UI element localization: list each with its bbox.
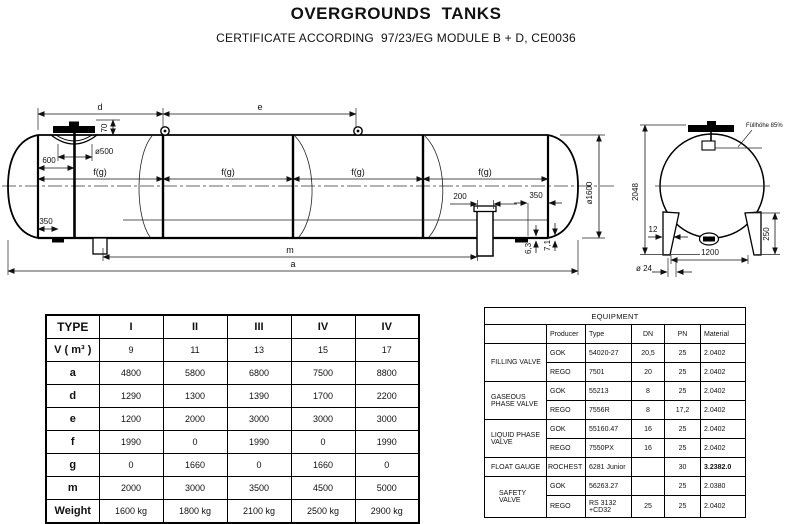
type-table bbox=[45, 314, 420, 524]
equipment-cell-pn: 25 bbox=[665, 496, 701, 518]
type-cell: 1200 bbox=[99, 408, 163, 431]
dim-e-label: e bbox=[257, 102, 263, 112]
dim-fg-label-1: f(g) bbox=[93, 167, 107, 177]
manhole-cover bbox=[53, 126, 95, 133]
type-row-label-m: m bbox=[46, 477, 99, 500]
type-cell: 2000 bbox=[163, 408, 227, 431]
equipment-cell-type: RS 3132 +CD32 bbox=[586, 496, 632, 518]
type-cell: 0 bbox=[99, 454, 163, 477]
end-manhole-cover bbox=[688, 125, 734, 132]
equipment-col-header-dn: DN bbox=[632, 325, 665, 344]
equipment-cell-pn: 25 bbox=[665, 420, 701, 439]
type-cell: 0 bbox=[355, 454, 419, 477]
equipment-cell-type: 7501 bbox=[586, 363, 632, 382]
equipment-col-header-material: Material bbox=[701, 325, 746, 344]
equipment-cell-type: 54020-27 bbox=[586, 344, 632, 363]
type-cell: 2100 kg bbox=[227, 500, 291, 524]
equipment-cell-producer: REGO bbox=[547, 363, 586, 382]
end-manhole-knob bbox=[707, 121, 716, 126]
lifting-lug-hole bbox=[164, 130, 167, 133]
end-leg-left bbox=[663, 212, 679, 255]
type-cell: 3000 bbox=[163, 477, 227, 500]
dim-spacing-label: 1200 bbox=[701, 248, 719, 257]
equipment-cell-producer: GOK bbox=[547, 420, 586, 439]
equipment-cell-dn: 16 bbox=[632, 439, 665, 458]
equipment-cell-pn: 25 bbox=[665, 382, 701, 401]
break-line bbox=[139, 136, 152, 237]
equipment-cell-dn: 8 bbox=[632, 382, 665, 401]
equipment-cell-type: 7556R bbox=[586, 401, 632, 420]
tank-left-head bbox=[8, 135, 38, 238]
equipment-cell-producer: REGO bbox=[547, 439, 586, 458]
dim-200-label: 200 bbox=[453, 192, 467, 201]
equipment-cell-pn: 17,2 bbox=[665, 401, 701, 420]
tank-side-view bbox=[2, 102, 614, 275]
equipment-group-filling-valve: FILLING VALVE bbox=[485, 344, 547, 382]
type-table-corner: TYPE bbox=[46, 315, 99, 339]
type-col-header-5: IV bbox=[355, 315, 419, 339]
type-cell: 4500 bbox=[291, 477, 355, 500]
type-col-header-2: II bbox=[163, 315, 227, 339]
dim-tank-dia-label: ø1600 bbox=[585, 181, 594, 205]
dim-clearance-label: 250 bbox=[762, 227, 771, 241]
type-cell: 1660 bbox=[163, 454, 227, 477]
type-cell: 1800 kg bbox=[163, 500, 227, 524]
dim-d-label: d bbox=[97, 102, 103, 112]
equipment-group-liquid-phase-valve: LIQUID PHASE VALVE bbox=[485, 420, 547, 458]
type-row-label-e: e bbox=[46, 408, 99, 431]
equipment-group-safety-valve: SAFETY VALVE bbox=[485, 477, 547, 518]
dim-70-label: 70 bbox=[100, 123, 109, 133]
equipment-cell-dn: 25 bbox=[632, 496, 665, 518]
break-line bbox=[295, 136, 312, 237]
dim-m-label: m bbox=[286, 245, 294, 255]
end-nozzle bbox=[702, 141, 715, 150]
dim-fg-label-2: f(g) bbox=[221, 167, 235, 177]
equipment-cell-producer: GOK bbox=[547, 477, 586, 496]
equipment-cell-pn: 25 bbox=[665, 477, 701, 496]
equipment-col-header-blank bbox=[485, 325, 547, 344]
dim-fg-label-4: f(g) bbox=[478, 167, 492, 177]
equipment-table bbox=[484, 307, 746, 518]
type-cell: 1990 bbox=[227, 431, 291, 454]
lifting-lug-hole bbox=[357, 130, 360, 133]
type-cell: 2500 kg bbox=[291, 500, 355, 524]
type-cell: 5800 bbox=[163, 362, 227, 385]
equipment-cell-producer: GOK bbox=[547, 382, 586, 401]
equipment-cell-material: 3.2382.0 bbox=[701, 458, 746, 477]
type-cell: 3000 bbox=[291, 408, 355, 431]
type-col-header-3: III bbox=[227, 315, 291, 339]
type-cell: 1300 bbox=[163, 385, 227, 408]
equipment-cell-dn: 20 bbox=[632, 363, 665, 382]
equipment-cell-producer: REGO bbox=[547, 401, 586, 420]
equipment-cell-material: 2.0402 bbox=[701, 439, 746, 458]
dim-71-label: 7,1 bbox=[543, 239, 552, 251]
equipment-cell-material: 2.0402 bbox=[701, 344, 746, 363]
equipment-cell-pn: 30 bbox=[665, 458, 701, 477]
equipment-cell-dn: 8 bbox=[632, 401, 665, 420]
dim-manhole-dia-label: ø500 bbox=[95, 147, 114, 156]
page-subtitle: CERTIFICATE ACCORDING 97/23/EG MODULE B + D, CE0036 bbox=[216, 31, 576, 45]
equipment-group-gaseous-phase-valve: GASEOUS PHASE VALVE bbox=[485, 382, 547, 420]
type-cell: 0 bbox=[291, 431, 355, 454]
end-leg-right bbox=[745, 212, 761, 255]
type-cell: 1390 bbox=[227, 385, 291, 408]
support-leg bbox=[93, 238, 107, 254]
type-cell: 9 bbox=[99, 339, 163, 362]
equipment-cell-type: 7550PX bbox=[586, 439, 632, 458]
type-cell: 0 bbox=[163, 431, 227, 454]
type-cell: 15 bbox=[291, 339, 355, 362]
type-cell: 1660 bbox=[291, 454, 355, 477]
dim-leg-label: 12 bbox=[648, 225, 658, 234]
foot-pad bbox=[52, 238, 64, 243]
foot-pad bbox=[515, 238, 528, 243]
equipment-cell-material: 2.0402 bbox=[701, 382, 746, 401]
type-row-label-weight: Weight bbox=[46, 500, 99, 524]
type-cell: 8800 bbox=[355, 362, 419, 385]
equipment-col-header-type: Type bbox=[586, 325, 632, 344]
equipment-cell-type: 55160.47 bbox=[586, 420, 632, 439]
type-col-header-4: IV bbox=[291, 315, 355, 339]
type-cell: 3500 bbox=[227, 477, 291, 500]
equipment-cell-pn: 25 bbox=[665, 363, 701, 382]
equipment-cell-material: 2.0402 bbox=[701, 401, 746, 420]
equipment-cell-material: 2.0402 bbox=[701, 420, 746, 439]
type-cell: 1700 bbox=[291, 385, 355, 408]
type-cell: 2900 kg bbox=[355, 500, 419, 524]
type-cell: 0 bbox=[227, 454, 291, 477]
dim-600-label: 600 bbox=[42, 156, 56, 165]
type-cell: 1990 bbox=[355, 431, 419, 454]
type-row-label-a: a bbox=[46, 362, 99, 385]
equipment-col-header-producer: Producer bbox=[547, 325, 586, 344]
dim-a-label: a bbox=[290, 259, 296, 269]
dim-hole-label: ø 24 bbox=[635, 264, 653, 273]
type-cell: 3000 bbox=[227, 408, 291, 431]
tank-end-view bbox=[631, 121, 783, 277]
dim-350-left-label: 350 bbox=[39, 217, 53, 226]
type-row-label-volume: V ( m³ ) bbox=[46, 339, 99, 362]
type-col-header-1: I bbox=[99, 315, 163, 339]
type-cell: 7500 bbox=[291, 362, 355, 385]
type-cell: 2000 bbox=[99, 477, 163, 500]
dim-350-right-label: 350 bbox=[529, 191, 543, 200]
equipment-cell-producer: GOK bbox=[547, 344, 586, 363]
dim-height-label: 2048 bbox=[631, 183, 640, 201]
manhole-cover-knob bbox=[69, 122, 79, 127]
equipment-cell-dn bbox=[632, 477, 665, 496]
equipment-cell-material: 2.0402 bbox=[701, 363, 746, 382]
type-cell: 1290 bbox=[99, 385, 163, 408]
type-cell: 1990 bbox=[99, 431, 163, 454]
fill-level-leader bbox=[738, 130, 752, 147]
equipment-cell-material: 2.0380 bbox=[701, 477, 746, 496]
equipment-group-float-gauge: FLOAT GAUGE bbox=[485, 458, 547, 477]
type-cell: 5000 bbox=[355, 477, 419, 500]
break-line bbox=[425, 136, 443, 237]
dim-63-label: 6,3 bbox=[524, 242, 533, 254]
equipment-cell-type: 55213 bbox=[586, 382, 632, 401]
equipment-table-title: EQUIPMENT bbox=[485, 308, 746, 325]
type-cell: 3000 bbox=[355, 408, 419, 431]
equipment-cell-type: 56263.27 bbox=[586, 477, 632, 496]
drain-fitting-core bbox=[703, 237, 715, 242]
type-cell: 17 bbox=[355, 339, 419, 362]
equipment-cell-producer: ROCHEST bbox=[547, 458, 586, 477]
equipment-cell-material: 2.0402 bbox=[701, 496, 746, 518]
equipment-cell-pn: 25 bbox=[665, 439, 701, 458]
type-cell: 13 bbox=[227, 339, 291, 362]
equipment-cell-pn: 25 bbox=[665, 344, 701, 363]
type-cell: 11 bbox=[163, 339, 227, 362]
equipment-col-header-pn: PN bbox=[665, 325, 701, 344]
type-cell: 1600 kg bbox=[99, 500, 163, 524]
dim-fg-label-3: f(g) bbox=[351, 167, 365, 177]
page-title: OVERGROUNDS TANKS bbox=[290, 4, 502, 23]
equipment-cell-dn bbox=[632, 458, 665, 477]
type-cell: 2200 bbox=[355, 385, 419, 408]
type-row-label-d: d bbox=[46, 385, 99, 408]
equipment-cell-dn: 16 bbox=[632, 420, 665, 439]
sump-tube bbox=[477, 211, 493, 256]
equipment-cell-producer: REGO bbox=[547, 496, 586, 518]
equipment-cell-type: 6281 Junior bbox=[586, 458, 632, 477]
type-cell: 6800 bbox=[227, 362, 291, 385]
type-row-label-g: g bbox=[46, 454, 99, 477]
equipment-cell-dn: 20,5 bbox=[632, 344, 665, 363]
fill-level-label: Füllhöhe 85% bbox=[746, 123, 783, 129]
tank-right-head bbox=[548, 135, 578, 238]
type-cell: 4800 bbox=[99, 362, 163, 385]
type-row-label-f: f bbox=[46, 431, 99, 454]
